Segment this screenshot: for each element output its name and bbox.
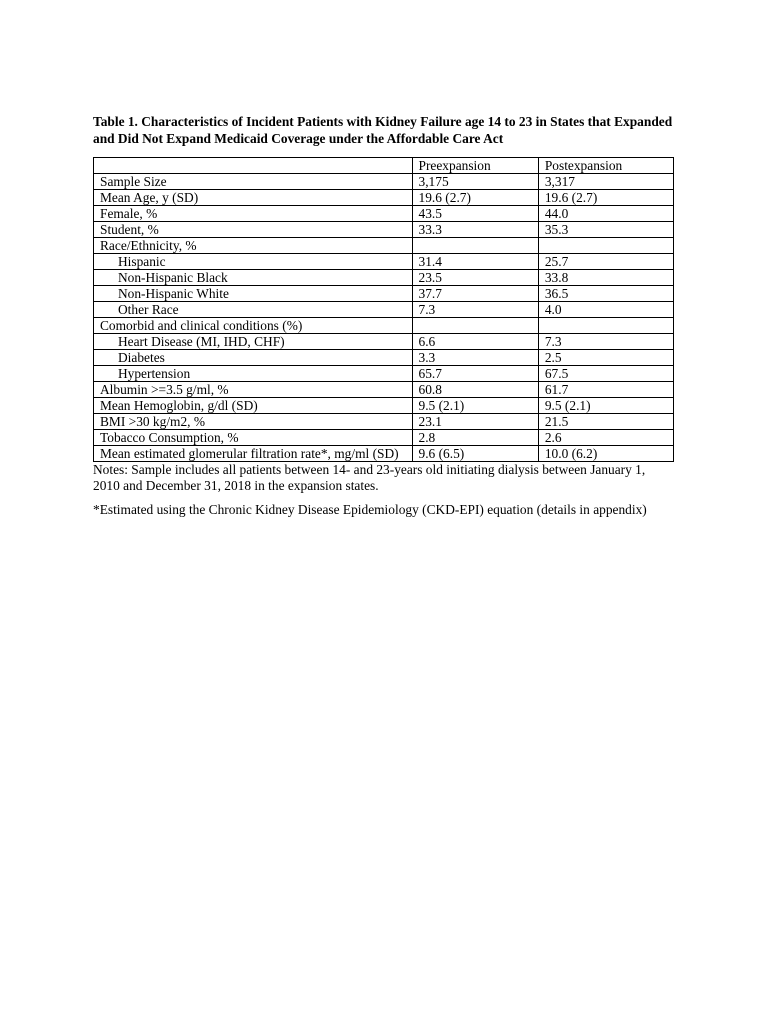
preexpansion-cell: 23.1 <box>412 414 538 430</box>
postexpansion-cell: 19.6 (2.7) <box>538 190 673 206</box>
characteristics-table <box>93 157 674 462</box>
header-cell-postexpansion: Postexpansion <box>538 158 673 174</box>
preexpansion-cell: 33.3 <box>412 222 538 238</box>
table-row <box>94 174 674 190</box>
postexpansion-cell <box>538 238 673 254</box>
row-label-cell: Mean Age, y (SD) <box>94 190 413 206</box>
row-label-cell: Other Race <box>94 302 413 318</box>
preexpansion-cell: 43.5 <box>412 206 538 222</box>
postexpansion-cell <box>538 318 673 334</box>
header-cell-label <box>94 158 413 174</box>
table-row <box>94 350 674 366</box>
preexpansion-cell: 3.3 <box>412 350 538 366</box>
preexpansion-cell: 37.7 <box>412 286 538 302</box>
table-row <box>94 366 674 382</box>
row-label-cell: Heart Disease (MI, IHD, CHF) <box>94 334 413 350</box>
postexpansion-cell: 61.7 <box>538 382 673 398</box>
preexpansion-cell: 65.7 <box>412 366 538 382</box>
postexpansion-cell: 3,317 <box>538 174 673 190</box>
table-row <box>94 430 674 446</box>
postexpansion-cell: 9.5 (2.1) <box>538 398 673 414</box>
row-label-cell: Sample Size <box>94 174 413 190</box>
postexpansion-cell: 35.3 <box>538 222 673 238</box>
table-row <box>94 414 674 430</box>
row-label-cell: Student, % <box>94 222 413 238</box>
table-row <box>94 334 674 350</box>
row-label-cell: Comorbid and clinical conditions (%) <box>94 318 413 334</box>
table-row <box>94 270 674 286</box>
row-label-cell: Non-Hispanic White <box>94 286 413 302</box>
table-header-row <box>94 158 674 174</box>
row-label-cell: Albumin >=3.5 g/ml, % <box>94 382 413 398</box>
header-cell-preexpansion: Preexpansion <box>412 158 538 174</box>
preexpansion-cell: 9.6 (6.5) <box>412 446 538 462</box>
table-row <box>94 398 674 414</box>
table-title: Table 1. Characteristics of Incident Patients with Kidney Failure age 14 to 23 in States that Expanded and Did Not Expand Medicaid Coverage under the Affordable Care Act <box>93 114 673 146</box>
postexpansion-cell: 67.5 <box>538 366 673 382</box>
footnote-text: *Estimated using the Chronic Kidney Disease Epidemiology (CKD-EPI) equation (details in appendix) <box>93 502 647 517</box>
table-row <box>94 286 674 302</box>
postexpansion-cell: 36.5 <box>538 286 673 302</box>
preexpansion-cell: 6.6 <box>412 334 538 350</box>
row-label-cell: Hispanic <box>94 254 413 270</box>
postexpansion-cell: 2.6 <box>538 430 673 446</box>
postexpansion-cell: 2.5 <box>538 350 673 366</box>
row-label-cell: Hypertension <box>94 366 413 382</box>
row-label-cell: Tobacco Consumption, % <box>94 430 413 446</box>
preexpansion-cell <box>412 318 538 334</box>
row-label-cell: Diabetes <box>94 350 413 366</box>
document-page <box>93 113 675 518</box>
preexpansion-cell: 9.5 (2.1) <box>412 398 538 414</box>
table-row <box>94 222 674 238</box>
row-label-cell: BMI >30 kg/m2, % <box>94 414 413 430</box>
table-body <box>94 174 674 462</box>
row-label-cell: Female, % <box>94 206 413 222</box>
postexpansion-cell: 21.5 <box>538 414 673 430</box>
preexpansion-cell: 60.8 <box>412 382 538 398</box>
table-row <box>94 382 674 398</box>
postexpansion-cell: 4.0 <box>538 302 673 318</box>
table-row <box>94 446 674 462</box>
table-row <box>94 190 674 206</box>
preexpansion-cell: 7.3 <box>412 302 538 318</box>
table-row <box>94 302 674 318</box>
row-label-cell: Race/Ethnicity, % <box>94 238 413 254</box>
row-label-cell: Non-Hispanic Black <box>94 270 413 286</box>
table-row <box>94 254 674 270</box>
row-label-cell: Mean Hemoglobin, g/dl (SD) <box>94 398 413 414</box>
table-row <box>94 206 674 222</box>
row-label-cell: Mean estimated glomerular filtration rate*, mg/ml (SD) <box>94 446 413 462</box>
postexpansion-cell: 44.0 <box>538 206 673 222</box>
notes-text: Notes: Sample includes all patients between 14- and 23-years old initiating dialysis between January 1, 2010 and December 31, 2018 in the expansion states. <box>93 462 646 493</box>
preexpansion-cell: 2.8 <box>412 430 538 446</box>
table-row <box>94 238 674 254</box>
postexpansion-cell: 7.3 <box>538 334 673 350</box>
preexpansion-cell: 31.4 <box>412 254 538 270</box>
preexpansion-cell: 19.6 (2.7) <box>412 190 538 206</box>
postexpansion-cell: 25.7 <box>538 254 673 270</box>
table-row <box>94 318 674 334</box>
postexpansion-cell: 10.0 (6.2) <box>538 446 673 462</box>
preexpansion-cell: 23.5 <box>412 270 538 286</box>
preexpansion-cell <box>412 238 538 254</box>
preexpansion-cell: 3,175 <box>412 174 538 190</box>
postexpansion-cell: 33.8 <box>538 270 673 286</box>
